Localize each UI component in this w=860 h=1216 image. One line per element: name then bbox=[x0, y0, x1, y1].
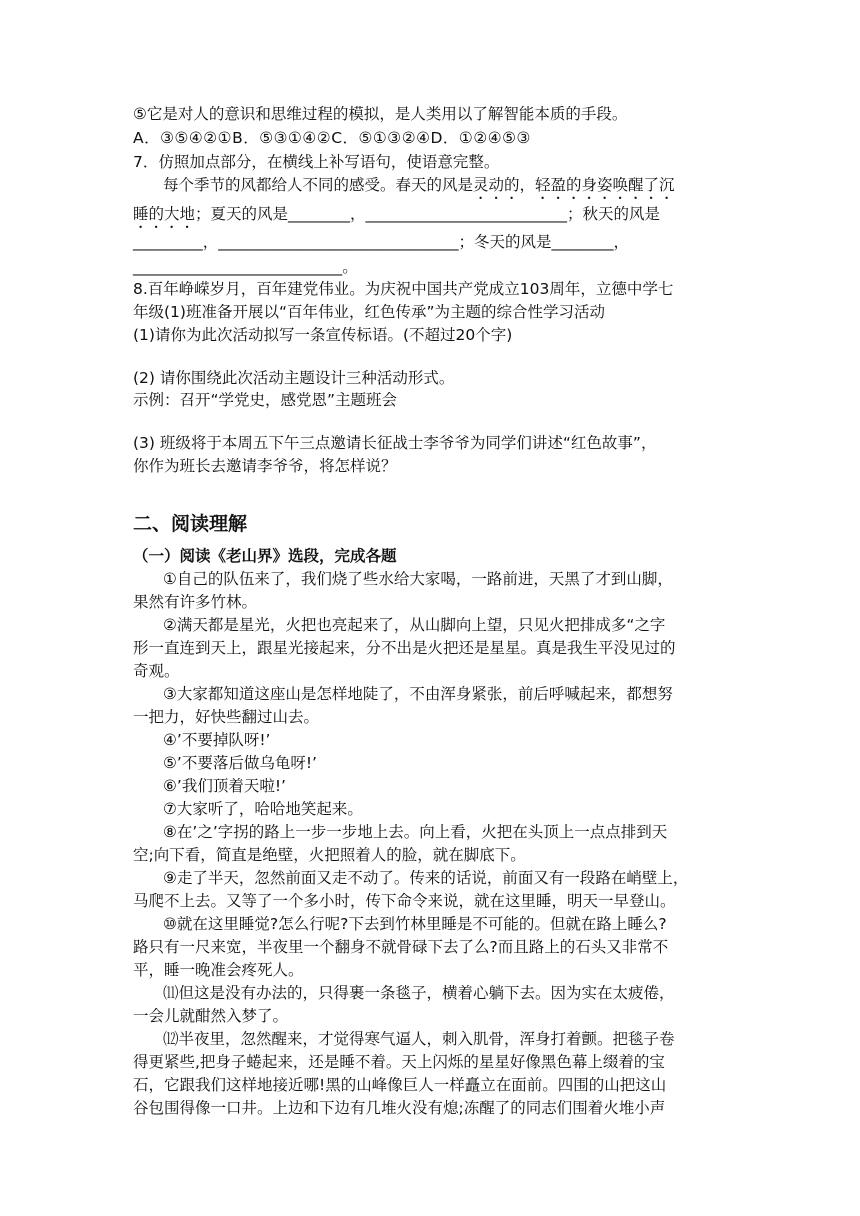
passage-line: 果然有许多竹林。 bbox=[133, 593, 258, 611]
q8-line1: 8.百年峥嵘岁月，百年建党伟业。为庆祝中国共产党成立103周年，立德中学七 bbox=[133, 280, 674, 298]
passage-line: ⑦大家听了，哈哈地笑起来。 bbox=[163, 800, 363, 818]
passage-line: 石，它跟我们这样地接近哪!黑的山峰像巨人一样矗立在面前。四围的山把这山 bbox=[133, 1076, 667, 1094]
passage-line: 奇观。 bbox=[133, 662, 180, 680]
passage-line: ⑿半夜里，忽然醒来，才觉得寒气逼人，刺入肌骨，浑身打着颤。把毯子卷 bbox=[163, 1030, 675, 1048]
passage-line: ⑩就在这里睡觉?怎么行呢?下去到竹林里睡是不可能的。但就在路上睡么? bbox=[163, 915, 667, 933]
q6-options: A．③⑤④②①B．⑤③①④②C．⑤①③②④D．①②④⑤③ bbox=[133, 129, 531, 147]
passage-line: ⑧在’之’字拐的路上一步一步地上去。向上看，火把在头顶上一点点排到天 bbox=[163, 823, 668, 841]
passage-line: 谷包围得像一口井。上边和下边有几堆火没有熄;冻醒了的同志们围着火堆小声 bbox=[133, 1099, 666, 1117]
q7-line2-dotted: 睡的大地 bbox=[133, 205, 196, 223]
q6-item5: ⑤它是对人的意识和思维过程的模拟，是人类用以了解智能本质的手段。 bbox=[133, 105, 628, 123]
passage-line: 空;向下看，简直是绝壁，火把照着人的脸，就在脚底下。 bbox=[133, 846, 526, 864]
passage-line: ②满天都是星光，火把也亮起来了，从山脚向上望，只见火把排成多“之字 bbox=[163, 616, 666, 634]
passage-line: ⑥’我们顶着天啦!’ bbox=[163, 777, 286, 795]
q8-sub1: (1)请你为此次活动拟写一条宣传标语。(不超过20个字) bbox=[133, 326, 513, 344]
q7-line4: ___________________________。 bbox=[133, 258, 358, 276]
passage-line: ①自己的队伍来了，我们烧了些水给大家喝，一路前进，天黑了才到山脚， bbox=[163, 570, 673, 588]
passage-line: ⑾但这是没有办法的，只得裹一条毯子，横着心躺下去。因为实在太疲倦， bbox=[163, 984, 675, 1002]
passage-line: ④’不要掉队呀!’ bbox=[163, 731, 271, 749]
passage-line: 得更紧些,把身子蜷起来，还是睡不着。天上闪烁的星星好像黑色幕上缀着的宝 bbox=[133, 1053, 665, 1071]
passage-line: 路只有一尺来宽，半夜里一个翻身不就骨碌下去了么?而且路上的石头又非常不 bbox=[133, 938, 669, 956]
passage-line: ⑨走了半天，忽然前面又走不动了。传来的话说，前面又有一段路在峭壁上， bbox=[163, 869, 689, 887]
q7-line1 bbox=[163, 174, 728, 203]
q8-sub3-line2: 你作为班长去邀请李爷爷，将怎样说？ bbox=[133, 457, 397, 475]
q7-stem: 7．仿照加点部分，在横线上补写语句，使语意完整。 bbox=[133, 153, 500, 171]
q7-line2 bbox=[133, 203, 728, 232]
q7-line1-dotted: 灵动的，轻盈的身姿唤醒了沉 bbox=[473, 176, 675, 194]
passage-line: 平，睡一晚准会疼死人。 bbox=[133, 961, 304, 979]
q7-line2-post: ；夏天的风是________，__________________________；秋天的风是 bbox=[195, 205, 661, 223]
q8-example: 示例：召开“学党史，感党恩”主题班会 bbox=[133, 391, 398, 409]
passage-line: ③大家都知道这座山是怎样地陡了，不由浑身紧张，前后呼喊起来，都想努 bbox=[163, 685, 673, 703]
section-title: 二、阅读理解 bbox=[133, 513, 248, 535]
passage-line: 一会儿就酣然入梦了。 bbox=[133, 1007, 289, 1025]
passage-line: 马爬不上去。又等了一个多小时，传下命令来说，就在这里睡，明天一早登山。 bbox=[133, 892, 676, 910]
q8-sub3-line1: (3) 班级将于本周五下午三点邀请长征战士李爷爷为同学们讲述“红色故事”， bbox=[133, 434, 657, 452]
passage-line: 一把力，好快些翻过山去。 bbox=[133, 708, 320, 726]
q7-line3: _________，_______________________________；冬天的风是________， bbox=[133, 233, 630, 251]
passage-line: ⑤’不要落后做乌龟呀!’ bbox=[163, 754, 317, 772]
q8-sub2: (2) 请你围绕此次活动主题设计三种活动形式。 bbox=[133, 369, 455, 387]
passage-line: 形一直连到天上，跟星光接起来，分不出是火把还是星星。真是我生平没见过的 bbox=[133, 639, 676, 657]
q7-line1-pre: 每个季节的风都给人不同的感受。春天的风是 bbox=[163, 176, 474, 194]
passage-heading: （一）阅读《老山界》选段，完成各题 bbox=[133, 547, 397, 565]
q8-line2: 年级(1)班准备开展以“百年伟业，红色传承”为主题的综合性学习活动 bbox=[133, 303, 606, 321]
